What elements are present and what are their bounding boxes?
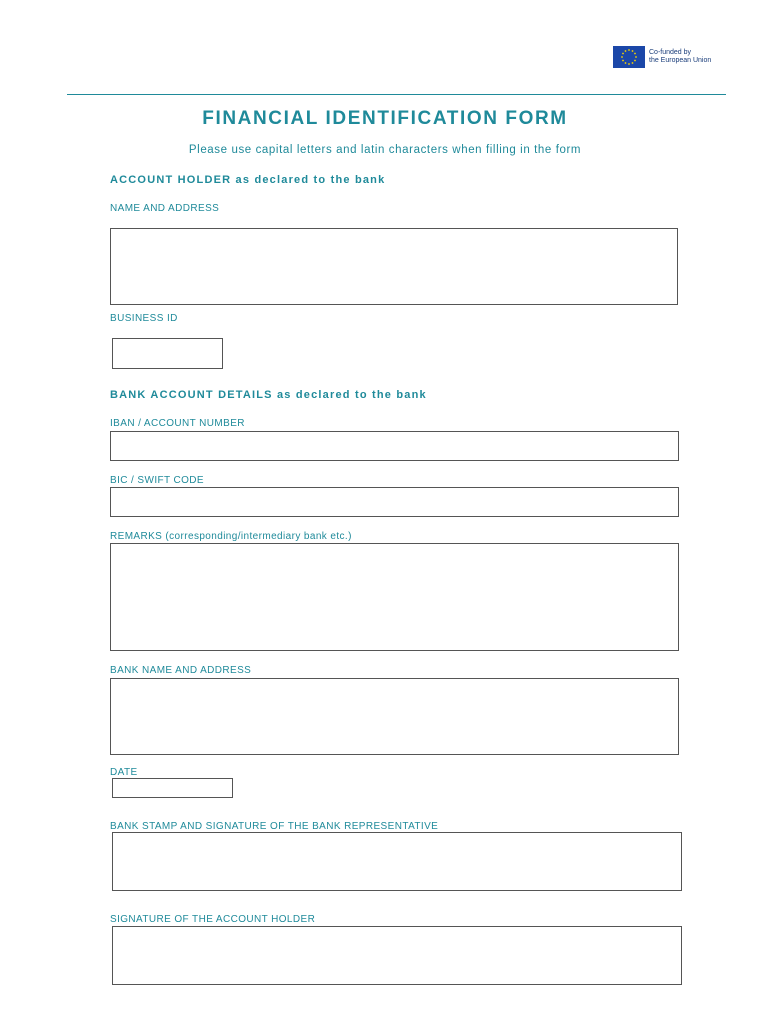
- bic-field[interactable]: [110, 487, 679, 517]
- business-id-label: BUSINESS ID: [110, 313, 178, 324]
- form-instructions: Please use capital letters and latin characters when filling in the form: [188, 144, 582, 156]
- name-address-label: NAME AND ADDRESS: [110, 203, 220, 214]
- eu-cofunded-logo: [613, 46, 711, 68]
- holder-signature-label: SIGNATURE OF THE ACCOUNT HOLDER: [110, 914, 316, 925]
- form-title: FINANCIAL IDENTIFICATION FORM: [202, 108, 568, 129]
- remarks-field[interactable]: [110, 543, 679, 651]
- bank-stamp-field[interactable]: [112, 832, 682, 891]
- account-holder-heading: ACCOUNT HOLDER as declared to the bank: [110, 174, 386, 186]
- header-divider: [67, 94, 726, 95]
- date-field[interactable]: [112, 778, 233, 798]
- bank-details-heading: BANK ACCOUNT DETAILS as declared to the bank: [110, 389, 427, 401]
- bank-name-field[interactable]: [110, 678, 679, 755]
- cofunded-text: Co-funded by the European Union: [649, 49, 712, 64]
- bank-name-label: BANK NAME AND ADDRESS: [110, 665, 252, 676]
- business-id-field[interactable]: [112, 338, 223, 369]
- eu-flag-icon: [613, 46, 645, 68]
- iban-label: IBAN / ACCOUNT NUMBER: [110, 418, 245, 429]
- bank-stamp-label: BANK STAMP AND SIGNATURE OF THE BANK REPRESENTATIVE: [110, 821, 439, 832]
- holder-signature-field[interactable]: [112, 926, 682, 985]
- iban-field[interactable]: [110, 431, 679, 461]
- bic-label: BIC / SWIFT CODE: [110, 475, 204, 486]
- name-address-field[interactable]: [110, 228, 678, 305]
- remarks-label: REMARKS (corresponding/intermediary bank etc.): [110, 531, 352, 542]
- date-label: DATE: [110, 767, 138, 778]
